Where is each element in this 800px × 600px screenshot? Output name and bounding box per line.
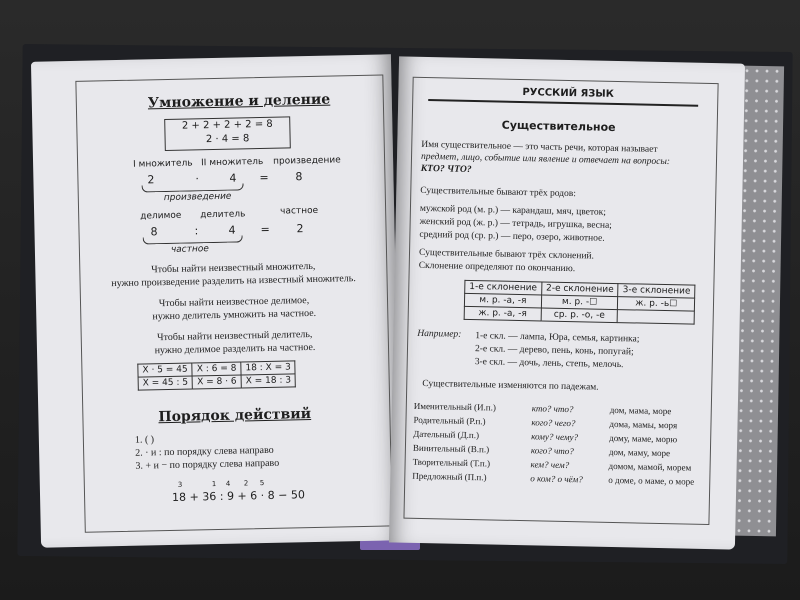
mul-eq: = — [259, 170, 269, 185]
mul-res: 8 — [295, 170, 303, 184]
div-a: 8 — [150, 225, 158, 239]
order-item: 1. ( ) — [134, 434, 155, 446]
cases-table — [412, 399, 714, 489]
table-cell: м. р. -а, -я — [464, 293, 541, 308]
grid-cell: X : 6 = 8 — [192, 362, 241, 376]
order-expression: 18 + 36 : 9 + 6 · 8 − 50 — [171, 488, 306, 504]
equations-grid — [137, 360, 296, 390]
genders-head: Существительные бывают трёх родов: — [420, 185, 577, 200]
label-factor-2: II множитель — [201, 156, 264, 169]
intro-line-1: Имя существительное — это часть речи, которая называет — [421, 139, 658, 155]
order-num-3: 4 — [225, 479, 231, 488]
case-question: кем? чем? — [530, 459, 570, 471]
grid-cell: 18 : X = 3 — [241, 361, 296, 375]
case-example: о доме, о маме, о море — [608, 474, 695, 487]
case-question: кому? чему? — [531, 431, 579, 443]
table-header-cell: 3-е склонение — [618, 284, 695, 299]
case-question: кого? что? — [530, 445, 574, 457]
grid-cell: X = 18 : 3 — [241, 374, 296, 388]
right-page — [389, 56, 745, 549]
mul-b: 4 — [229, 171, 237, 185]
label-factor-1: I множитель — [133, 158, 193, 170]
left-page — [31, 54, 401, 547]
table-cell: м. р. -☐ — [541, 295, 618, 310]
gender-item: женский род (ж. р.) — тетрадь, игрушка, весна; — [419, 216, 612, 231]
table-header-cell: 1-е склонение — [465, 280, 542, 295]
rule-3a: Чтобы найти неизвестный делитель, — [156, 328, 313, 344]
declension-text — [419, 247, 594, 277]
case-question: кого? чего? — [531, 417, 576, 429]
table-header-cell: 2-е склонение — [541, 282, 618, 297]
brace-quotient-label: частное — [170, 244, 209, 255]
case-name: Дательный (Д.п.) — [413, 428, 480, 441]
label-product: произведение — [272, 155, 341, 167]
gender-item: мужской род (м. р.) — карандаш, мяч, цветок; — [419, 203, 607, 218]
order-item: 3. + и − по порядку слева направо — [135, 457, 280, 472]
genders-block — [419, 185, 612, 246]
case-example: дому, маме, морю — [609, 432, 678, 445]
grid-cell: X · 5 = 45 — [138, 363, 193, 377]
gender-item: средний род (ср. р.) — перо, озеро, животное. — [419, 229, 605, 244]
label-dividend: делимое — [140, 210, 182, 222]
case-question: кто? что? — [531, 403, 574, 415]
declension-table — [464, 280, 696, 325]
order-num-4: 2 — [243, 479, 249, 488]
rule-2a: Чтобы найти неизвестное делимое, — [158, 295, 310, 310]
case-example: дом, маму, море — [608, 446, 671, 459]
brace-product-label: произведение — [163, 191, 232, 204]
cases-head: Существительные изменяются по падежам. — [422, 378, 599, 393]
examples-list — [475, 330, 640, 372]
case-example: домом, мамой, морем — [608, 460, 692, 473]
order-num-2: 1 — [211, 480, 217, 489]
declension-head-1: Существительные бывают трёх склонений. — [418, 247, 595, 262]
rule-1a: Чтобы найти неизвестный множитель, — [151, 260, 316, 276]
div-b: 4 — [228, 223, 236, 237]
mul-a: 2 — [147, 173, 155, 187]
table-cell: ж. р. -а, -я — [464, 306, 541, 321]
intro-line-2: предмет, лицо, событие или явление и отвечает на вопросы: — [420, 151, 671, 168]
grid-cell: X = 45 : 5 — [138, 376, 193, 390]
div-res: 2 — [296, 222, 304, 236]
order-num-5: 5 — [259, 479, 265, 488]
case-name: Винительный (В.п.) — [412, 442, 490, 455]
example-item: 2-е скл. — дерево, пень, конь, попугай; — [474, 344, 634, 358]
div-op: : — [194, 224, 199, 238]
intro-line-3: КТО? ЧТО? — [420, 163, 472, 175]
case-name: Именительный (И.п.) — [413, 400, 496, 413]
rule-2b: нужно делитель умножить на частное. — [152, 307, 317, 323]
order-item: 2. · и : по порядку слева направо — [135, 444, 274, 459]
product-eq: 2 · 4 = 8 — [205, 133, 250, 146]
subject-header: РУССКИЙ ЯЗЫК — [518, 87, 618, 100]
mul-op: · — [195, 172, 200, 186]
label-divisor: делитель — [200, 209, 246, 221]
case-example: дома, мамы, моря — [609, 418, 678, 431]
sum-eq: 2 + 2 + 2 + 2 = 8 — [181, 118, 273, 132]
div-eq: = — [260, 222, 270, 237]
example-label: Например: — [417, 328, 462, 340]
table-cell: ср. р. -о, -е — [541, 308, 618, 323]
rules-block — [85, 259, 383, 359]
table-row — [138, 374, 296, 390]
rule-1b: нужно произведение разделить на известный множитель. — [111, 273, 356, 290]
order-list — [135, 431, 280, 473]
declension-head-2: Склонение определяют по окончанию. — [418, 260, 576, 275]
sum-box — [164, 116, 291, 151]
heading-multiplication: Умножение и деление — [147, 91, 331, 112]
table-cell: ж. р. -ь☐ — [618, 297, 695, 312]
table-cell — [618, 310, 695, 325]
label-quotient: частное — [280, 205, 319, 217]
case-name: Родительный (Р.п.) — [413, 414, 486, 427]
grid-cell: X = 8 · 6 — [192, 375, 241, 389]
heading-noun: Существительное — [501, 118, 616, 134]
example-item: 3-е скл. — дочь, лень, степь, мелочь. — [474, 357, 624, 371]
definition — [421, 139, 671, 180]
case-name: Предложный (П.п.) — [412, 470, 487, 483]
case-example: дом, мама, море — [609, 404, 672, 417]
heading-order: Порядок действий — [158, 406, 312, 426]
example-item: 1-е скл. — лампа, Юра, семья, картинка; — [475, 331, 640, 345]
rule-3b: нужно делимое разделить на частное. — [154, 341, 316, 357]
case-question: о ком? о чём? — [530, 473, 583, 485]
order-num-1: 3 — [177, 480, 183, 489]
case-name: Творительный (Т.п.) — [412, 456, 491, 469]
